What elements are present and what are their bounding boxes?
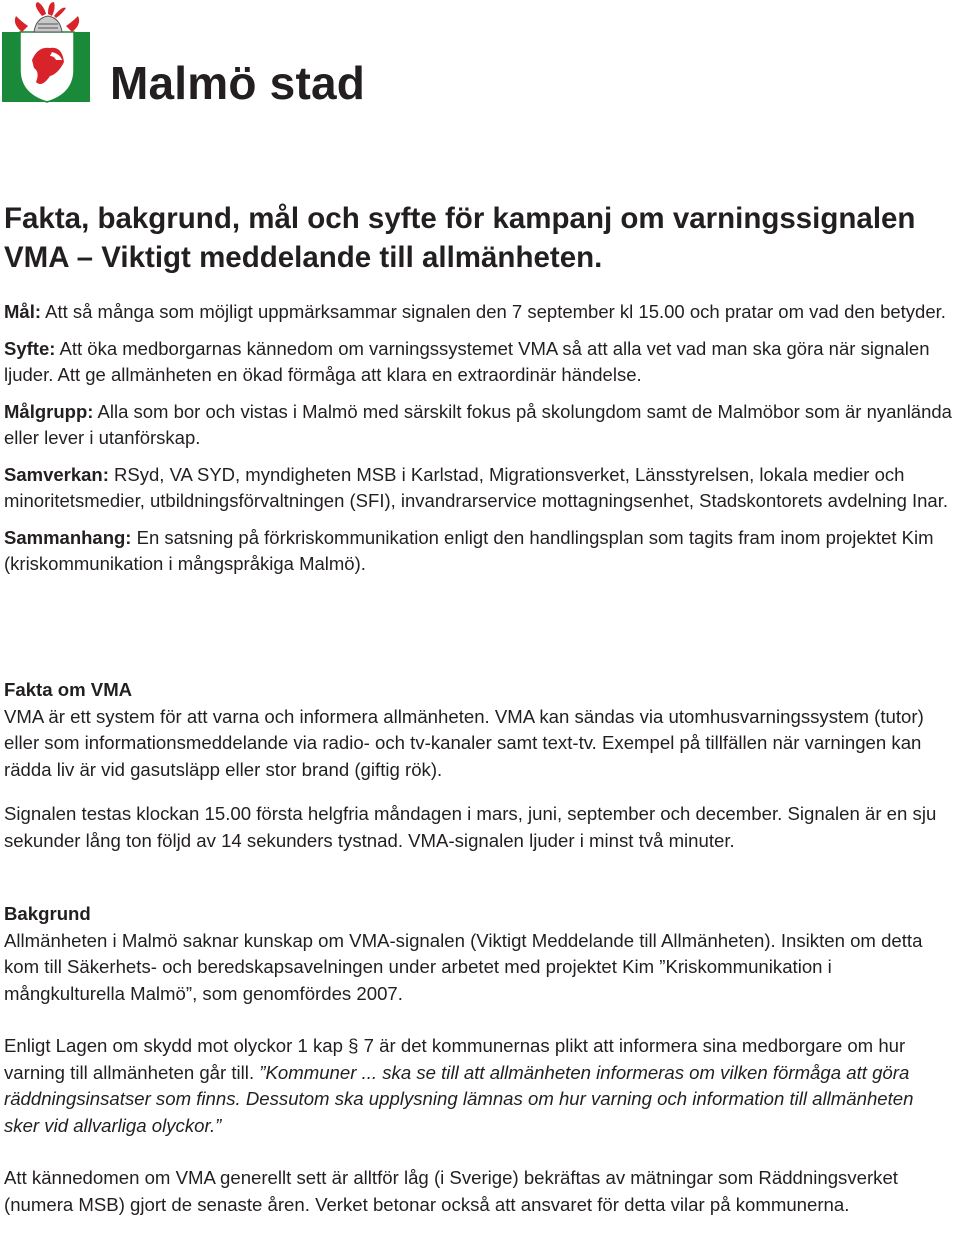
purpose-label: Syfte: (4, 337, 56, 359)
background-paragraph-2 (4, 1033, 952, 1139)
background-paragraph-1: Allmänheten i Malmö saknar kunskap om VMA-signalen (Viktigt Meddelande till Allmänheten). Insikten om detta kom till Säkerhets- och beredskapsavelningen under arbetet med projektet Kim ”Kriskommunikation i mångkulturella Malmö”, som genomfördes 2007. (4, 929, 923, 1004)
collaboration-label: Samverkan: (4, 463, 109, 485)
background-heading: Bakgrund (4, 903, 91, 924)
facts-paragraph-2: Signalen testas klockan 15.00 första helgfria måndagen i mars, juni, september och december. Signalen är en sju sekunder lång ton följd av 14 sekunders tystnad. VMA-signalen ljuder i minst två minuter. (4, 803, 937, 851)
purpose-text: Att öka medborgarnas kännedom om varningssystemet VMA så att alla vet vad man ska göra när signalen ljuder. Att ge allmänheten en ökad förmåga att klara en extraordinär händelse. (4, 337, 930, 385)
target-group-paragraph (4, 399, 952, 452)
facts-section (4, 677, 952, 854)
context-paragraph (4, 525, 952, 578)
target-group-label: Målgrupp: (4, 400, 94, 422)
collaboration-text: RSyd, VA SYD, myndigheten MSB i Karlstad, Migrationsverket, Länsstyrelsen, lokala medier och minoritetsmedier, utbildningsförvaltningen (SFI), invandrarservice mottagningsenhet, Stadskontorets avdelning Inar. (4, 463, 949, 511)
purpose-paragraph (4, 336, 952, 389)
page-header (0, 0, 960, 120)
document-title: Fakta, bakgrund, mål och syfte för kampanj om varningssignalen VMA – Viktigt meddelande till allmänheten. (4, 202, 916, 274)
goal-text: Att så många som möjligt uppmärksammar signalen den 7 september kl 15.00 och pratar om vad den betyder. (41, 301, 946, 322)
law-text: Enligt Lagen om skydd mot olyckor 1 kap § 7 är det kommunernas plikt att informera sina medborgare om hur varning till allmänheten går till. (4, 1035, 906, 1083)
intro-section (4, 299, 952, 578)
facts-paragraph-1: VMA är ett system för att varna och informera allmänheten. VMA kan sändas via utomhusvarningssystem (tutor) eller som informationsmeddelande via radio- och tv-kanaler samt text-tv. Exempel på tillfällen när varningen kan rädda liv är vid gasutsläpp eller stor brand (giftig rök). (4, 705, 924, 780)
law-quote: ”Kommuner ... ska se till att allmänheten informeras om vilken förmåga att göra räddningsinsatser som finns. Dessutom ska upplysning lämnas om hur varning och information till allmänheten sker vid allvarliga olyckor.” (4, 1061, 914, 1136)
goal-label: Mål: (4, 301, 41, 322)
facts-heading: Fakta om VMA (4, 679, 133, 700)
target-group-text: Alla som bor och vistas i Malmö med särskilt fokus på skolungdom samt de Malmöbor som är nyanlända eller lever i utanförskap. (4, 400, 952, 448)
org-name: Malmö stad (110, 57, 366, 109)
malmo-coat-of-arms-icon (2, 2, 94, 106)
context-text: En satsning på förkriskommunikation enligt den handlingsplan som tagits fram inom projektet Kim (kriskommunikation i mångspråkiga Malmö). (4, 526, 934, 574)
collaboration-paragraph (4, 462, 952, 515)
goal-paragraph (4, 299, 952, 326)
background-section (4, 901, 952, 1218)
context-label: Sammanhang: (4, 526, 132, 548)
background-paragraph-3: Att kännedomen om VMA generellt sett är alltför låg (i Sverige) bekräftas av mätningar som Räddningsverket (numera MSB) gjort de senaste åren. Verket betonar också att ansvaret för detta vilar på kommunerna. (4, 1167, 898, 1215)
